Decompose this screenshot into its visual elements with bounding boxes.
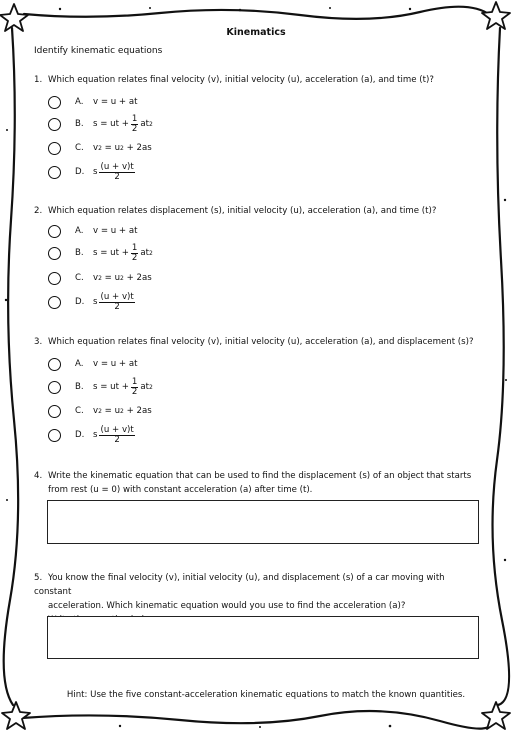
superscript: 2 [120,407,124,415]
radio-button[interactable] [48,166,61,179]
radio-button[interactable] [48,272,61,285]
hint-text: Hint: Use the five constant-acceleration kinematic equations to match the known quantities. [66,690,466,700]
question-number: 5. [34,573,43,583]
equation-part: = u [101,143,121,153]
option-letter: C. [75,143,84,153]
equation-part: s [93,297,98,307]
option-1d[interactable] [48,162,137,182]
radio-button[interactable] [48,296,61,309]
equation-part: s [93,430,98,440]
equation [93,406,152,416]
equation-part: s [93,167,98,177]
equation-part: at [140,119,149,129]
option-2a[interactable] [48,221,138,241]
radio-button[interactable] [48,405,61,418]
question-text: from rest (u = 0) with constant acceleration (a) after time (t). [48,485,313,495]
option-letter: A. [75,226,84,236]
question-2 [34,204,474,218]
fraction-denominator: 2 [114,171,120,182]
star-bottom-left [2,702,30,729]
fraction-denominator: 2 [114,434,120,445]
equation-part: + 2as [123,273,152,283]
answer-box-5[interactable] [47,616,479,659]
option-letter: B. [75,119,84,129]
question-4 [34,469,474,497]
equation [93,244,153,263]
question-text: acceleration. Which kinematic equation would you use to find the acceleration (a)? [48,601,406,611]
equation: v = u + at [93,359,138,369]
fraction-numerator: (u + v)t [100,424,134,435]
page-title: Kinematics [226,27,286,38]
radio-button[interactable] [48,381,61,394]
page-subtitle: Identify kinematic equations [34,46,163,56]
radio-button[interactable] [48,96,61,109]
equation-part: at [140,248,149,258]
equation-part: s = ut + [93,382,129,392]
option-1c[interactable] [48,138,152,158]
equation [93,273,152,283]
question-text: You know the final velocity (v), initial velocity (u), and displacement (s) of a car moving with constant [34,573,445,597]
equation-part: v [93,406,99,416]
star-bottom-right [482,702,510,729]
fraction [131,378,138,397]
option-letter: D. [75,167,85,177]
superscript: 2 [98,407,102,415]
question-number: 1. [34,75,43,85]
option-letter: D. [75,430,85,440]
equation [93,115,153,134]
option-3d[interactable] [48,425,137,445]
radio-button[interactable] [48,358,61,371]
equation: v = u + at [93,226,138,236]
equation [93,143,152,153]
question-text: Which equation relates final velocity (v), initial velocity (u), acceleration (a), and time (t)? [48,75,434,85]
superscript: 2 [98,274,102,282]
radio-button[interactable] [48,118,61,131]
option-2c[interactable] [48,268,152,288]
radio-button[interactable] [48,225,61,238]
fraction-denominator: 2 [131,386,138,397]
equation-part: + 2as [123,406,152,416]
equation-part: = u [101,273,121,283]
equation-part: at [140,382,149,392]
equation [93,163,137,182]
superscript: 2 [120,274,124,282]
option-1a[interactable] [48,92,138,112]
fraction-numerator: 1 [131,242,138,253]
equation-part: s = ut + [93,248,129,258]
option-letter: B. [75,382,84,392]
superscript: 2 [120,144,124,152]
option-3c[interactable] [48,401,152,421]
radio-button[interactable] [48,429,61,442]
radio-button[interactable] [48,142,61,155]
option-3a[interactable] [48,354,138,374]
superscript: 2 [149,383,153,391]
option-2b[interactable] [48,243,153,263]
question-number: 4. [34,471,43,481]
fraction-denominator: 2 [131,123,138,134]
fraction [99,293,134,312]
equation-part: + 2as [123,143,152,153]
fraction-numerator: (u + v)t [100,161,134,172]
option-2d[interactable] [48,292,137,312]
question-number: 2. [34,206,43,216]
question-1 [34,73,474,87]
equation-part: = u [101,406,121,416]
option-letter: D. [75,297,85,307]
option-1b[interactable] [48,114,153,134]
question-3 [34,335,474,349]
fraction [131,115,138,134]
question-text: Which equation relates final velocity (v), initial velocity (u), acceleration (a), and displacement (s)? [48,337,474,347]
equation [93,378,153,397]
equation-part: s = ut + [93,119,129,129]
equation-part: v [93,143,99,153]
radio-button[interactable] [48,247,61,260]
option-letter: B. [75,248,84,258]
question-text: Write the kinematic equation that can be used to find the displacement (s) of an object that starts [48,471,472,481]
fraction [131,244,138,263]
equation [93,293,137,312]
option-letter: C. [75,273,84,283]
equation [93,426,137,445]
answer-box-4[interactable] [47,500,479,544]
fraction [99,163,134,182]
equation: v = u + at [93,97,138,107]
superscript: 2 [98,144,102,152]
fraction-numerator: 1 [131,376,138,387]
question-text: Which equation relates displacement (s), initial velocity (u), acceleration (a), and time (t)? [48,206,437,216]
fraction-numerator: (u + v)t [100,291,134,302]
option-letter: A. [75,359,84,369]
fraction-denominator: 2 [114,301,120,312]
superscript: 2 [149,120,153,128]
equation-part: v [93,273,99,283]
option-3b[interactable] [48,377,153,397]
option-letter: A. [75,97,84,107]
fraction [99,426,134,445]
fraction-denominator: 2 [131,252,138,263]
star-top-right [482,2,510,29]
superscript: 2 [149,249,153,257]
option-letter: C. [75,406,84,416]
fraction-numerator: 1 [131,113,138,124]
question-number: 3. [34,337,43,347]
